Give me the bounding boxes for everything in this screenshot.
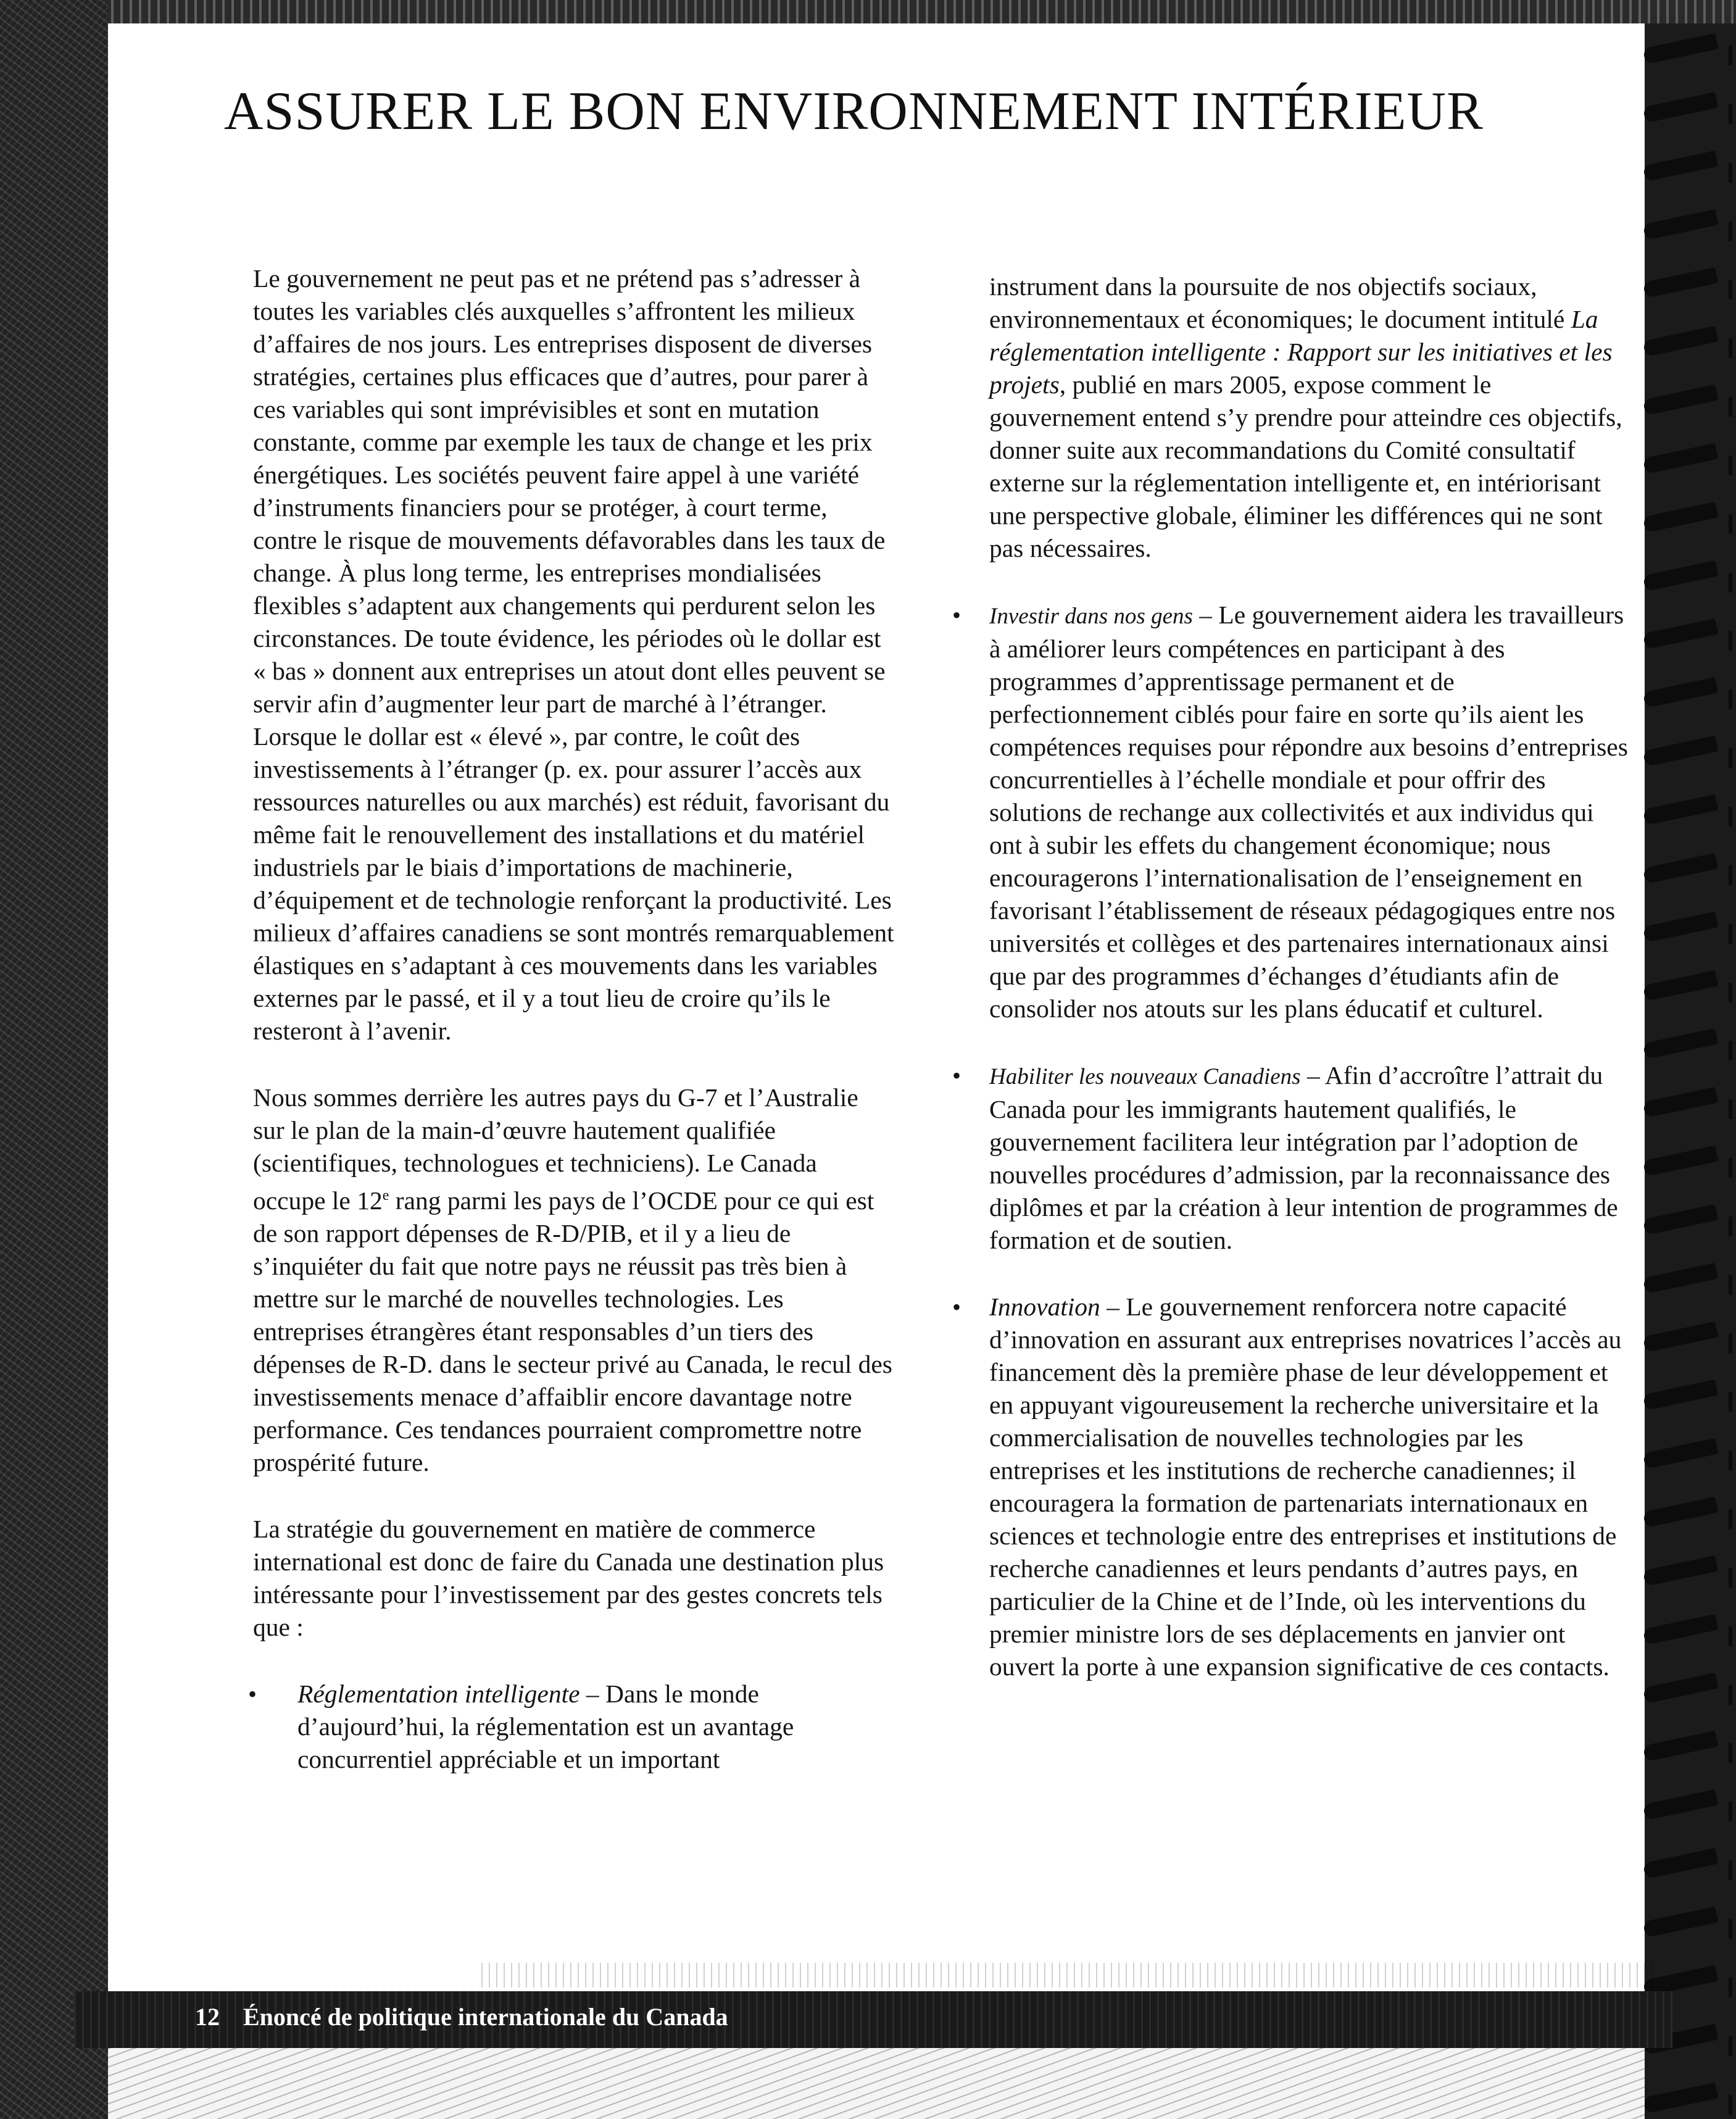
paragraph-3: La stratégie du gouvernement en matière de commerce international est donc de faire du Canada une destination plus intéressante pour l’investissement par des gestes concrets tels que : (253, 1514, 884, 1641)
bullet-icon: • (952, 1062, 961, 1089)
bullet-new-canadians (952, 1059, 1631, 1257)
bullet-innovation (952, 1291, 1631, 1683)
continuation-paragraph (989, 270, 1631, 565)
paragraph-1: Le gouvernement ne peut pas et ne prétend pas s’adresser à toutes les variables clés auxquelles s’affrontent les milieux d’affaires de nos jours. Les entreprises disposent de diverses stratégies, certaines plus efficaces que d’autres, pour parer à ces variables qui sont imprévisibles et sont en mutation constante, comme par exemple les taux de change et les prix énergétiques. Les sociétés peuvent faire appel à une variété d’instruments financiers pour se protéger, à court terme, contre le risque de mouvements défavorables dans les taux de change. À plus long terme, les entreprises mondialisées flexibles s’adaptent aux changements qui perdurent selon les circonstances. De toute évidence, les périodes où le dollar est « bas » donnent aux entreprises un atout dont elles peuvent se servir afin d’augmenter leur part de marché à l’étranger. Lorsque le dollar est « élevé », par contre, le coût des investissements à l’étranger (p. ex. pour assurer l’accès aux ressources naturelles ou aux marchés) est réduit, favorisant du même fait le renouvellement des installations et du matériel industriels par le biais d’importations de machinerie, d’équipement et de technologie renforçant la productivité. Les milieux d’affaires canadiens se sont montrés remarquablement élastiques en s’adaptant à ces mouvements dans les variables externes par le passé, et il y a tout lieu de croire qu’ils le resteront à l’avenir. (253, 264, 894, 1045)
bullet-icon: • (952, 1293, 961, 1321)
ordinal-superscript: e (382, 1188, 389, 1204)
publication-title: Énoncé de politique internationale du Canada (243, 2003, 728, 2031)
scan-noise (481, 1963, 1654, 1988)
page-title: ASSURER LE BON ENVIRONNEMENT INTÉRIEUR (224, 81, 1484, 141)
bullet-lead: Réglementation intelligente (297, 1679, 580, 1708)
document-title: La réglementation intelligente : Rapport sur les initiatives et les projets (989, 305, 1613, 399)
bullet-text: – Afin d’accroître l’attrait du Canada pour les immigrants hautement qualifiés, le gouvernement facilitera leur intégration par l’adoption de nouvelles procédures d’admission, par la reconnaissance des diplômes et par la création à leur intention de programmes de formation et de soutien. (989, 1061, 1618, 1254)
paragraph-2 (253, 1081, 895, 1479)
paragraph-2-text-a: Nous sommes derrière les autres pays du G-7 et l’Australie sur le plan de la main-d’œuvre hautement qualifiée (scientifiques, technologues et techniciens). Le Canada occupe le 12 (253, 1083, 858, 1215)
bullet-lead: Innovation (989, 1293, 1100, 1321)
right-column (952, 270, 1631, 1717)
page-number: 12 (195, 2003, 220, 2031)
bullet-text: – Dans le monde d’aujourd’hui, la réglementation est un avantage concurrentiel appréciable et un important (297, 1679, 794, 1773)
bullet-text: – Le gouvernement renforcera notre capacité d’innovation en assurant aux entreprises novatrices l’accès au financement dès la première phase de leur développement et en appuyant vigoureusement la recherche universitaire et la commercialisation de nouvelles technologies par les entreprises et les institutions de recherche canadiennes; il encouragera la formation de partenariats internationaux en sciences et technologie entre des entreprises et institutions de recherche canadiennes et leurs pendants d’autres pays, en particulier de la Chine et de l’Inde, où les interventions du premier ministre lors de ses déplacements en janvier ont ouvert la porte à une expansion significative de ces contacts. (989, 1293, 1622, 1681)
scan-edge-top (0, 0, 1736, 23)
bullet-icon: • (248, 1680, 257, 1708)
footer (195, 2002, 728, 2031)
bullet-lead: Habiliter les nouveaux Canadiens (989, 1064, 1301, 1089)
bullet-invest-people (952, 599, 1631, 1025)
continuation-text-a: instrument dans la poursuite de nos objectifs sociaux, environnementaux et économiques; le document intitulé (989, 272, 1571, 333)
left-column (248, 262, 895, 1810)
bullet-lead: Investir dans nos gens (989, 604, 1193, 629)
spiral-binding (1643, 37, 1736, 2111)
scan-edge-bottom (108, 2048, 1645, 2119)
bullet-text: – Le gouvernement aidera les travailleurs à améliorer leurs compétences en participant à des programmes d’apprentissage permanent et de perfectionnement ciblés pour faire en sorte qu’ils aient les compétences requises pour répondre aux besoins d’entreprises concurrentielles à l’échelle mondiale et pour offrir des solutions de rechange aux collectivités et aux individus qui ont à subir les effets du changement économique; nous encouragerons l’internationalisation de l’enseignement en favorisant l’établissement de réseaux pédagogiques entre nos universités et collèges et des partenaires internationaux ainsi que par des programmes d’échanges d’étudiants afin de consolider nos atouts sur les plans éducatif et culturel. (989, 601, 1628, 1023)
scan-edge-left (0, 0, 108, 2119)
paragraph-2-text-b: rang parmi les pays de l’OCDE pour ce qui est de son rapport dépenses de R-D/PIB, et il y a lieu de s’inquiéter du fait que notre pays ne réussit pas très bien à mettre sur le marché de nouvelles technologies. Les entreprises étrangères étant responsables d’un tiers des dépenses de R-D. dans le secteur privé au Canada, le recul des investissements menace d’affaiblir encore davantage notre performance. Ces tendances pourraient compromettre notre prospérité future. (253, 1186, 892, 1476)
continuation-text-b: , publié en mars 2005, expose comment le gouvernement entend s’y prendre pour atteindre ces objectifs, donner suite aux recommandations du Comité consultatif externe sur la réglementation intelligente et, en intériorisant une perspective globale, éliminer les différences qui ne sont pas nécessaires. (989, 370, 1622, 562)
bullet-smart-regulation (248, 1678, 895, 1776)
bullet-icon: • (952, 601, 961, 629)
